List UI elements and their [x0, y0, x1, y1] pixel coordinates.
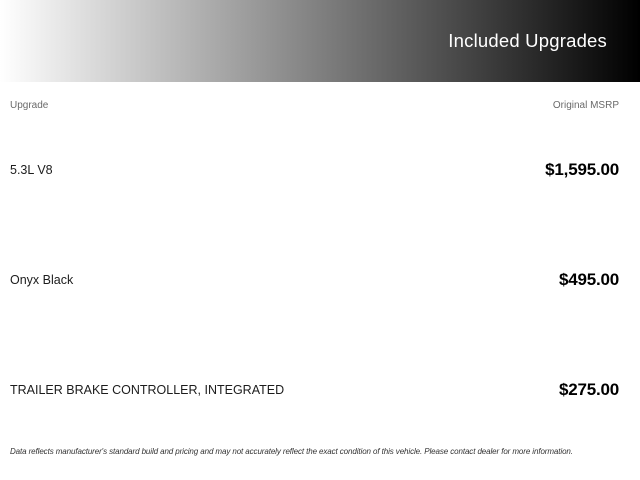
upgrade-name: 5.3L V8 — [10, 163, 53, 177]
table-row — [0, 225, 640, 335]
column-header-original-msrp: Original MSRP — [552, 100, 619, 111]
upgrades-table — [0, 115, 640, 445]
table-row — [0, 115, 640, 225]
column-header-upgrade: Upgrade — [10, 100, 49, 111]
upgrade-msrp: $1,595.00 — [545, 160, 619, 179]
upgrade-name: TRAILER BRAKE CONTROLLER, INTEGRATED — [10, 383, 285, 397]
included-upgrades-header — [0, 0, 640, 82]
upgrade-msrp: $275.00 — [558, 380, 619, 399]
page-title: Included Upgrades — [448, 30, 607, 51]
upgrade-name: Onyx Black — [10, 273, 74, 287]
disclaimer-footer — [0, 445, 640, 456]
table-row — [0, 335, 640, 445]
disclaimer-text: Data reflects manufacturer's standard build and pricing and may not accurately reflect the exact condition of this vehicle. Please contact dealer for more information. — [10, 447, 573, 456]
upgrade-msrp: $495.00 — [558, 270, 619, 289]
table-header-row — [0, 82, 640, 115]
